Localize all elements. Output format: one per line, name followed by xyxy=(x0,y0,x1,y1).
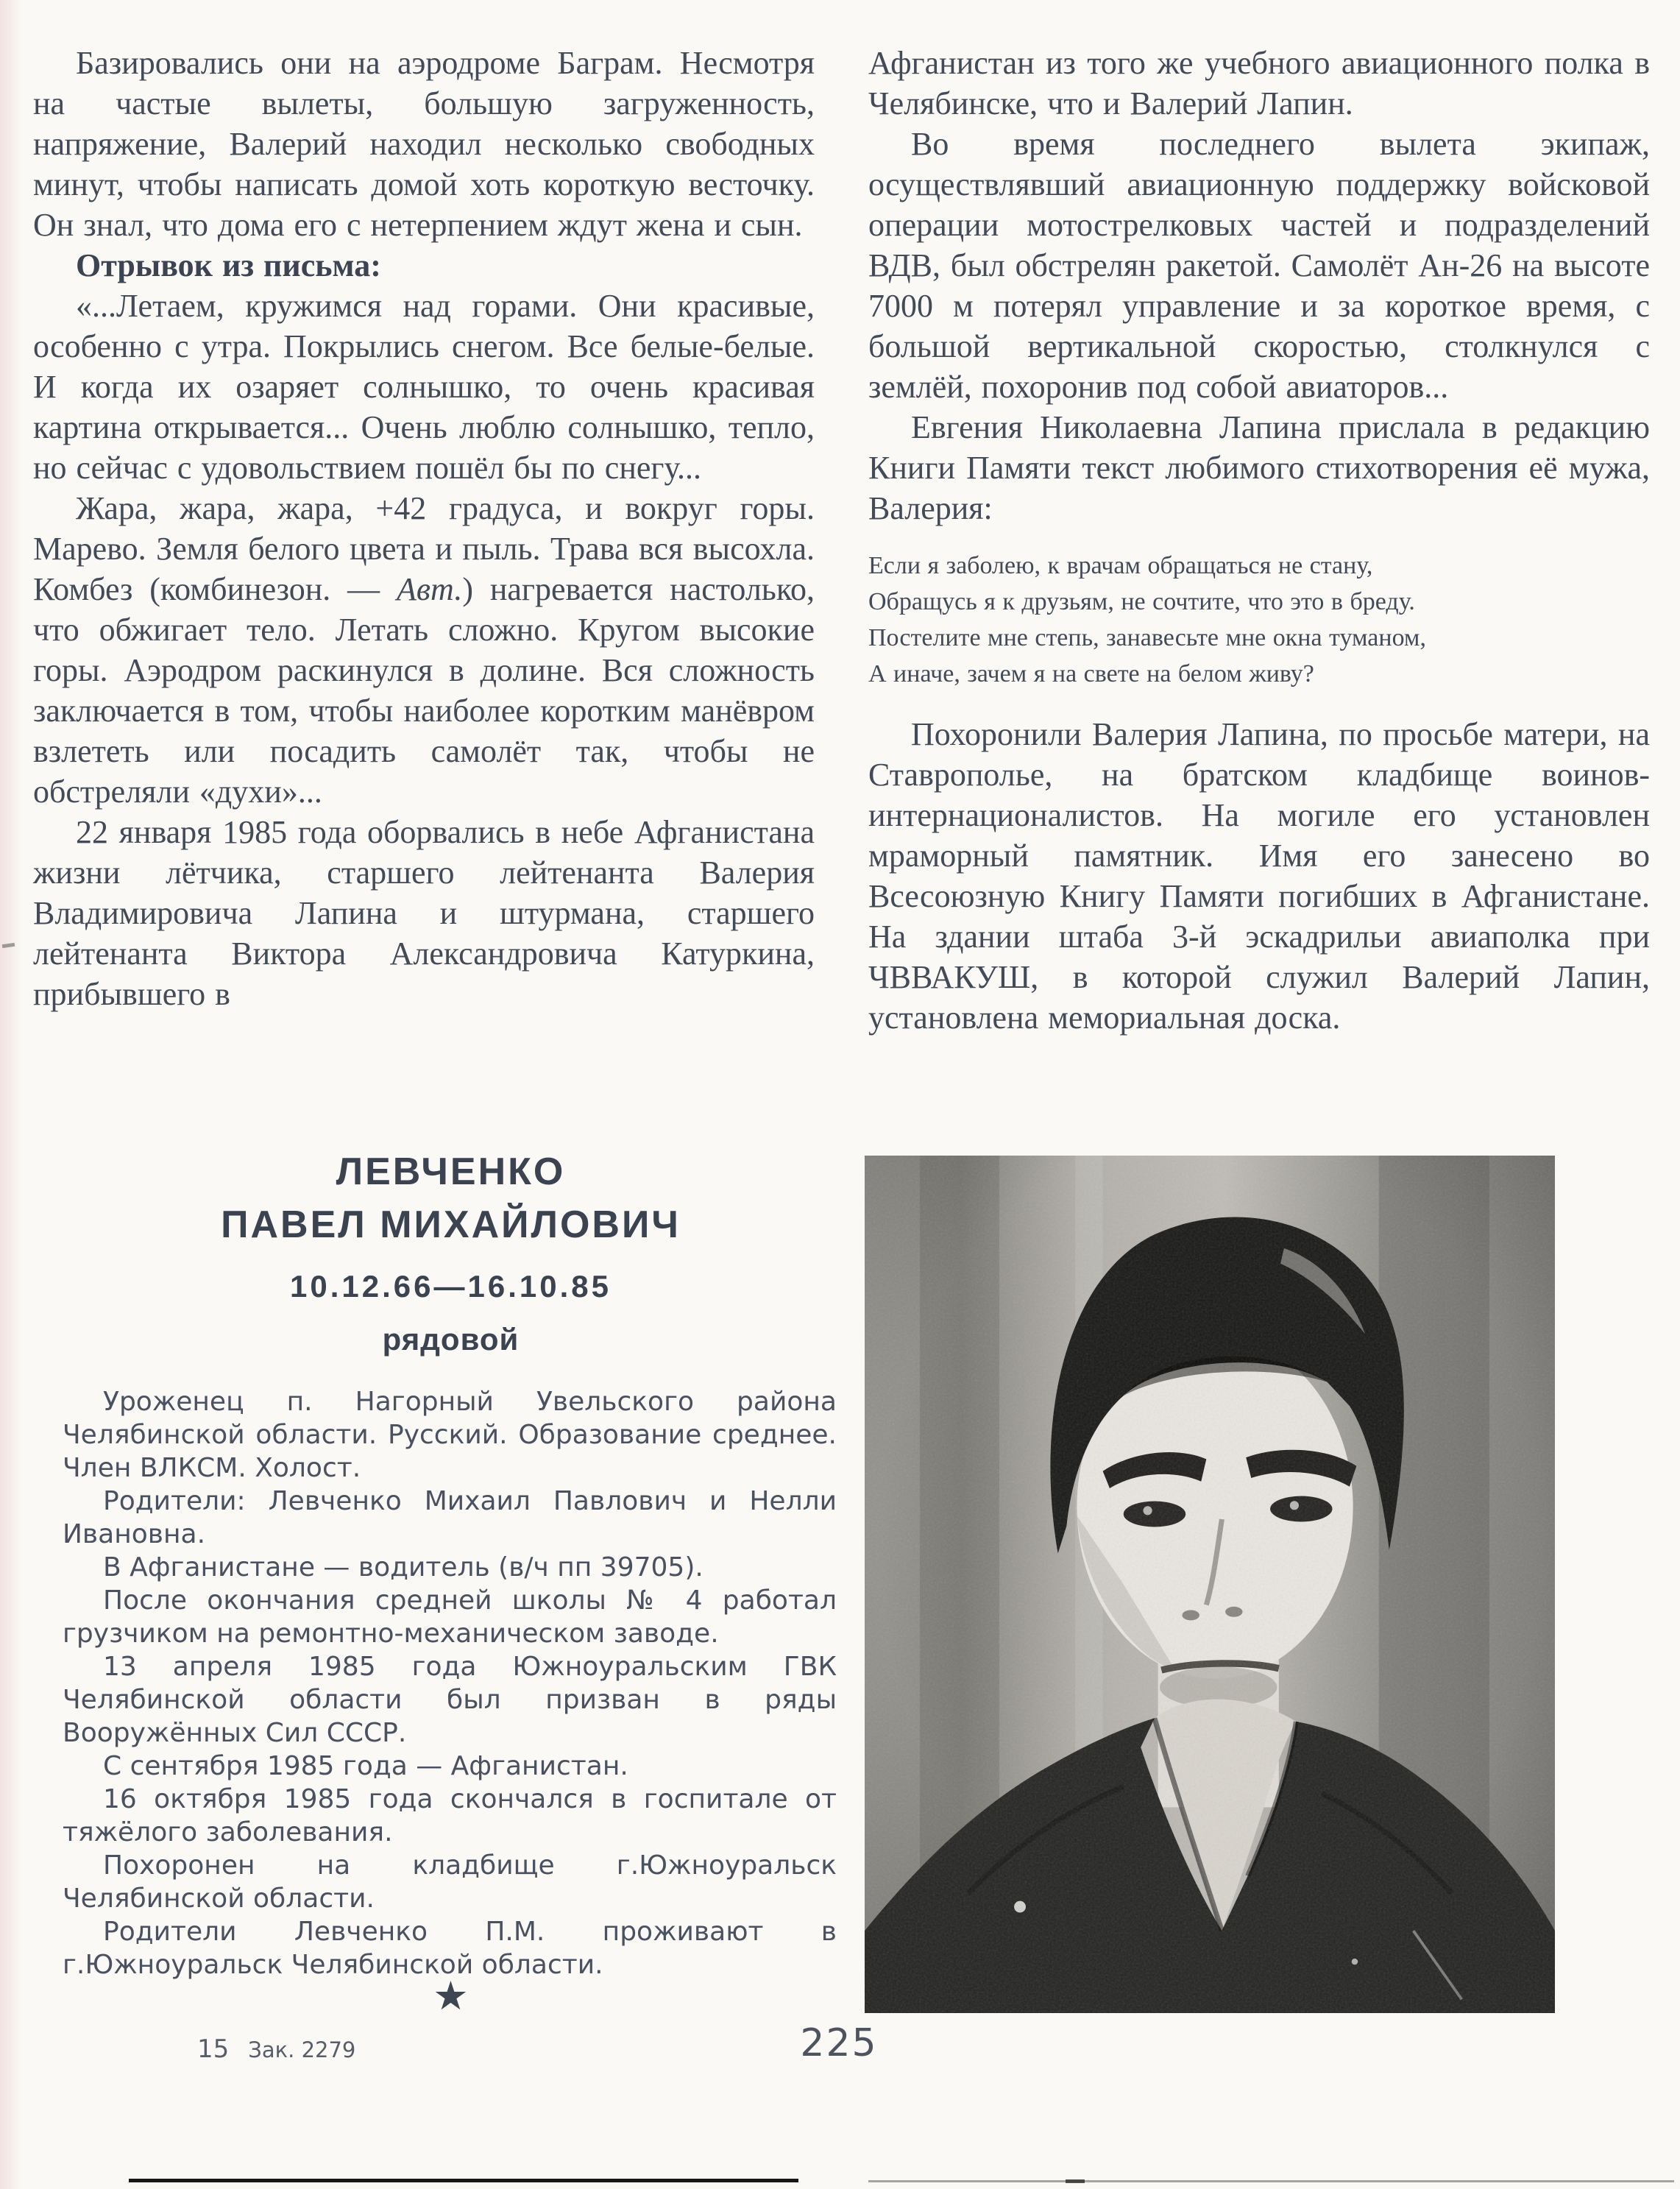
bio-paragraph: В Афганистане — водитель (в/ч пп 39705). xyxy=(103,1552,703,1582)
poem-line: Обращусь я к друзьям, не сочтите, что это в бреду. xyxy=(868,588,1415,615)
portrait-photo xyxy=(865,1156,1555,2013)
bio-paragraph: После окончания средней школы № 4 работал грузчиком на ремонтно-механическом заводе. xyxy=(63,1585,837,1649)
article-paragraph: Афганистан из того же учебного авиационного полка в Челябинске, что и Валерий Лапин. xyxy=(868,45,1650,121)
memorial-life-dates: 10.12.66—16.10.85 xyxy=(290,1269,612,1304)
article-paragraph: 22 января 1985 года оборвались в небе Афганистана жизни лётчика, старшего лейтенанта Валерия Владимировича Лапина и штурмана, старшего лейтенанта Виктора Александровича Катуркина, прибывшего в xyxy=(33,814,815,1012)
article-paragraph: «...Летаем, кружимся над горами. Они красивые, особенно с утра. Покрылись снегом. Все белые-белые. И когда их озаряет солнышко, то очень красивая картина открывается... Очень люблю солнышко, тепло, но сейчас с удовольствием пошёл бы по снегу... xyxy=(33,288,815,486)
paragraph-text: Жара, жара, жара, +42 градуса, и вокруг горы. Марево. Земля белого цвета и пыль. Трава вся высохла. Комбез (комбинезон. — xyxy=(33,490,815,607)
bio-paragraph: С сентября 1985 года — Афганистан. xyxy=(103,1751,628,1781)
bio-paragraph: 13 апреля 1985 года Южноуральским ГВК Челябинской области был призван в ряды Вооружённых Сил СССР. xyxy=(63,1652,837,1748)
memorial-name-patronymic: ПАВЕЛ МИХАЙЛОВИЧ xyxy=(221,1203,681,1246)
page-left-edge-tint xyxy=(0,0,22,2189)
letter-excerpt-heading: Отрывок из письма: xyxy=(76,247,381,283)
print-info xyxy=(197,2034,355,2064)
article-paragraph: Евгения Николаевна Лапина прислала в редакцию Книги Памяти текст любимого стихотворения её мужа, Валерия: xyxy=(868,409,1650,526)
bio-paragraph: Похоронен на кладбище г.Южноуральск Челябинской области. xyxy=(63,1850,837,1914)
poem-line: А иначе, зачем я на свете на белом живу? xyxy=(868,660,1314,687)
memorial-surname: ЛЕВЧЕНКО xyxy=(336,1150,566,1193)
page-number: 225 xyxy=(800,2021,878,2065)
scan-artifact-line-faint xyxy=(868,2180,1674,2182)
bio-paragraph: 16 октября 1985 года скончался в госпитале от тяжёлого заболевания. xyxy=(63,1784,837,1847)
article-right-column xyxy=(868,43,1650,1038)
poem-block xyxy=(868,548,1650,692)
article-paragraph xyxy=(33,488,815,812)
bio-paragraph: Родители Левченко П.М. проживают в г.Южноуральск Челябинской области. xyxy=(63,1917,837,1980)
author-note: Авт. xyxy=(397,571,463,607)
poem-line: Постелите мне степь, занавесьте мне окна туманом, xyxy=(868,624,1426,651)
scan-artifact-line xyxy=(129,2179,798,2182)
paragraph-text: ) нагревается настолько, что обжигает тело. Летать сложно. Кругом высокие горы. Аэродром раскинулся в долине. Вся сложность заключается в том, чтобы наиболее коротким манёвром взлететь или посадить самолёт так, чтобы не обстреляли «духи»... xyxy=(33,571,815,810)
memorial-star-icon: ★ xyxy=(433,1974,469,2018)
article-paragraph: Похоронили Валерия Лапина, по просьбе матери, на Ставрополье, на братском кладбище воинов-интернационалистов. На могиле его установлен мраморный памятник. Имя его занесено во Всесоюзную Книгу Памяти погибших в Афганистане. На здании штаба 3-й эскадрильи авиаполка при ЧВВАКУШ, в которой служил Валерий Лапин, установлена мемориальная доска. xyxy=(868,716,1650,1036)
portrait-photo-drawing xyxy=(865,1156,1555,2013)
scan-artifact-dot xyxy=(1066,2179,1085,2183)
memorial-biography xyxy=(63,1385,837,1981)
bio-paragraph: Родители: Левченко Михаил Павлович и Нелли Ивановна. xyxy=(63,1486,837,1549)
print-order-mark: Зак. 2279 xyxy=(248,2037,356,2062)
bio-paragraph: Уроженец п. Нагорный Увельского района Челябинской области. Русский. Образование среднее. Член ВЛКСМ. Холост. xyxy=(63,1387,837,1483)
memorial-rank: рядовой xyxy=(382,1322,520,1357)
article-left-column xyxy=(33,43,815,1014)
poem-line: Если я заболею, к врачам обращаться не стану, xyxy=(868,552,1373,579)
article-paragraph: Базировались они на аэродроме Баграм. Несмотря на частые вылеты, большую загруженность, напряжение, Валерий находил несколько свободных минут, чтобы написать домой хоть короткую весточку. Он знал, что дома его с нетерпением ждут жена и сын. xyxy=(33,45,815,243)
article-paragraph: Во время последнего вылета экипаж, осуществлявший авиационную поддержку войсковой операции мотострелковых частей и подразделений ВДВ, был обстрелян ракетой. Самолёт Ан-26 на высоте 7000 м потерял управление и за короткое время, с большой вертикальной скоростью, столкнулся с землёй, похоронив под собой авиаторов... xyxy=(868,126,1650,405)
edition-mark: 15 xyxy=(197,2034,230,2064)
